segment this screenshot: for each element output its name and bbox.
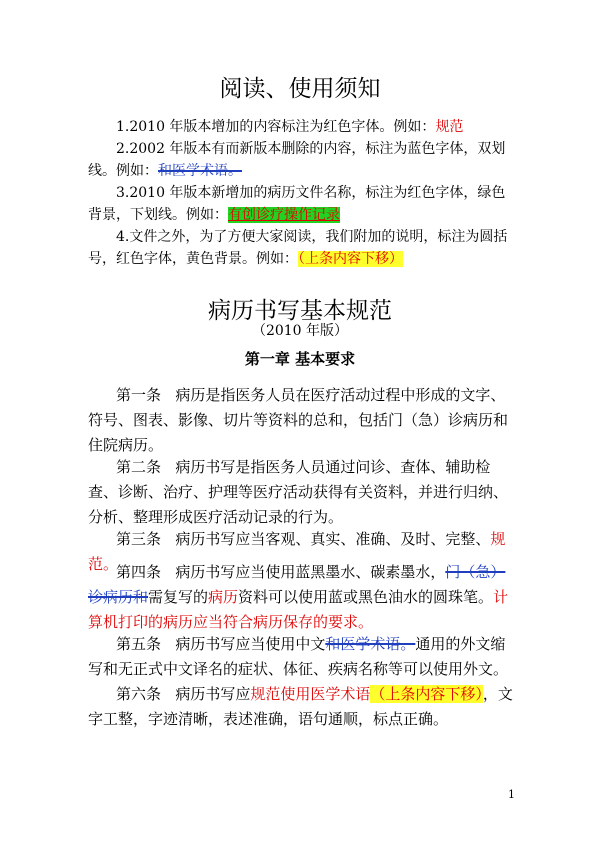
notice-item-4: [88, 226, 518, 270]
notice-item-2: [88, 138, 518, 182]
article-3-label: 第三条: [116, 530, 162, 548]
notice-item-4-example: （上条内容下移）: [298, 251, 403, 267]
article-5: [88, 632, 518, 682]
article-4-text-3: 资料可以使用蓝或黑色油水的圆珠笔。: [238, 588, 494, 606]
document-title: 病历书写基本规范: [208, 298, 392, 324]
article-4: [88, 560, 518, 635]
article-3-text: 病历书写应当客观、真实、准确、及时、完整、: [175, 530, 491, 548]
chapter-heading: 第一章 基本要求: [244, 350, 356, 368]
article-4-deleted: 门（急）诊病历和: [88, 563, 506, 606]
notice-title: 阅读、使用须知: [219, 76, 381, 102]
notice-item-3-text: 3.2010 年版本新增加的病历文件名称，标注为红色字体，绿色背景，下划线。例如：: [88, 185, 506, 223]
notice-item-2-example: 和医学术语: [158, 163, 228, 179]
article-5-text-2: 通用的外文缩写和无正式中文译名的症状、体征、疾病名称等可以使用外文。: [88, 635, 509, 678]
article-6: [88, 682, 518, 732]
notice-item-3: [88, 182, 518, 226]
article-6-added: 规范使用医学术语: [250, 685, 371, 703]
article-2-label: 第二条: [116, 458, 162, 476]
notice-item-1-example: 规范: [435, 119, 464, 135]
notice-item-4-text: 4.文件之外，为了方便大家阅读，我们附加的说明，标注为圆括号，红色字体，黄色背景。例如：: [88, 229, 508, 267]
article-5-deleted: 和医学术语。: [325, 635, 416, 653]
article-5-text-1: 病历书写应当使用中文: [175, 635, 326, 653]
article-5-label: 第五条: [116, 635, 162, 653]
article-6-text-2: ，文字工整，字迹清晰，表述准确，语句通顺，标点正确。: [88, 685, 513, 728]
page-number: 1: [508, 788, 515, 801]
article-3-added: 规范: [88, 530, 506, 573]
notice-item-2-text: 2.2002 年版本有而新版本删除的内容，标注为蓝色字体，双划线。例如：: [88, 141, 506, 179]
article-6-text-1: 病历书写应: [175, 685, 251, 703]
notice-item-1-text: 1.2010 年版本增加的内容标注为红色字体。例如：: [116, 119, 436, 135]
article-4-added-2: 计算机打印的病历应当符合病历保存的要求。: [88, 588, 509, 631]
article-4-label: 第四条: [116, 563, 162, 581]
notice-item-2-end: 。: [228, 163, 242, 179]
article-2-text: 病历书写是指医务人员通过问诊、查体、辅助检查、诊断、治疗、护理等医疗活动获得有关资料，并进行归纳、分析、整理形成医疗活动记录的行为。: [88, 458, 509, 526]
notice-item-3-example: 有创诊疗操作记录: [228, 207, 340, 223]
notice-item-1: [88, 116, 518, 138]
article-1-text: 病历是指医务人员在医疗活动过程中形成的文字、符号、图表、影像、切片等资料的总和，包括门（急）诊病历和住院病历。: [88, 386, 509, 454]
document-subtitle: （2010 年版）: [251, 323, 349, 339]
article-4-text-2: 需复写的: [148, 588, 209, 606]
article-4-added-1: 病历: [208, 588, 239, 606]
article-2: [88, 455, 518, 530]
article-4-text-1: 病历书写应当使用蓝黑墨水、碳素墨水，: [175, 563, 446, 581]
article-6-note: （上条内容下移）: [370, 685, 483, 703]
article-1-label: 第一条: [116, 386, 162, 404]
article-1: [88, 383, 518, 458]
article-6-label: 第六条: [116, 685, 162, 703]
notice-section: [88, 116, 518, 270]
article-3-end: 。: [103, 555, 119, 573]
